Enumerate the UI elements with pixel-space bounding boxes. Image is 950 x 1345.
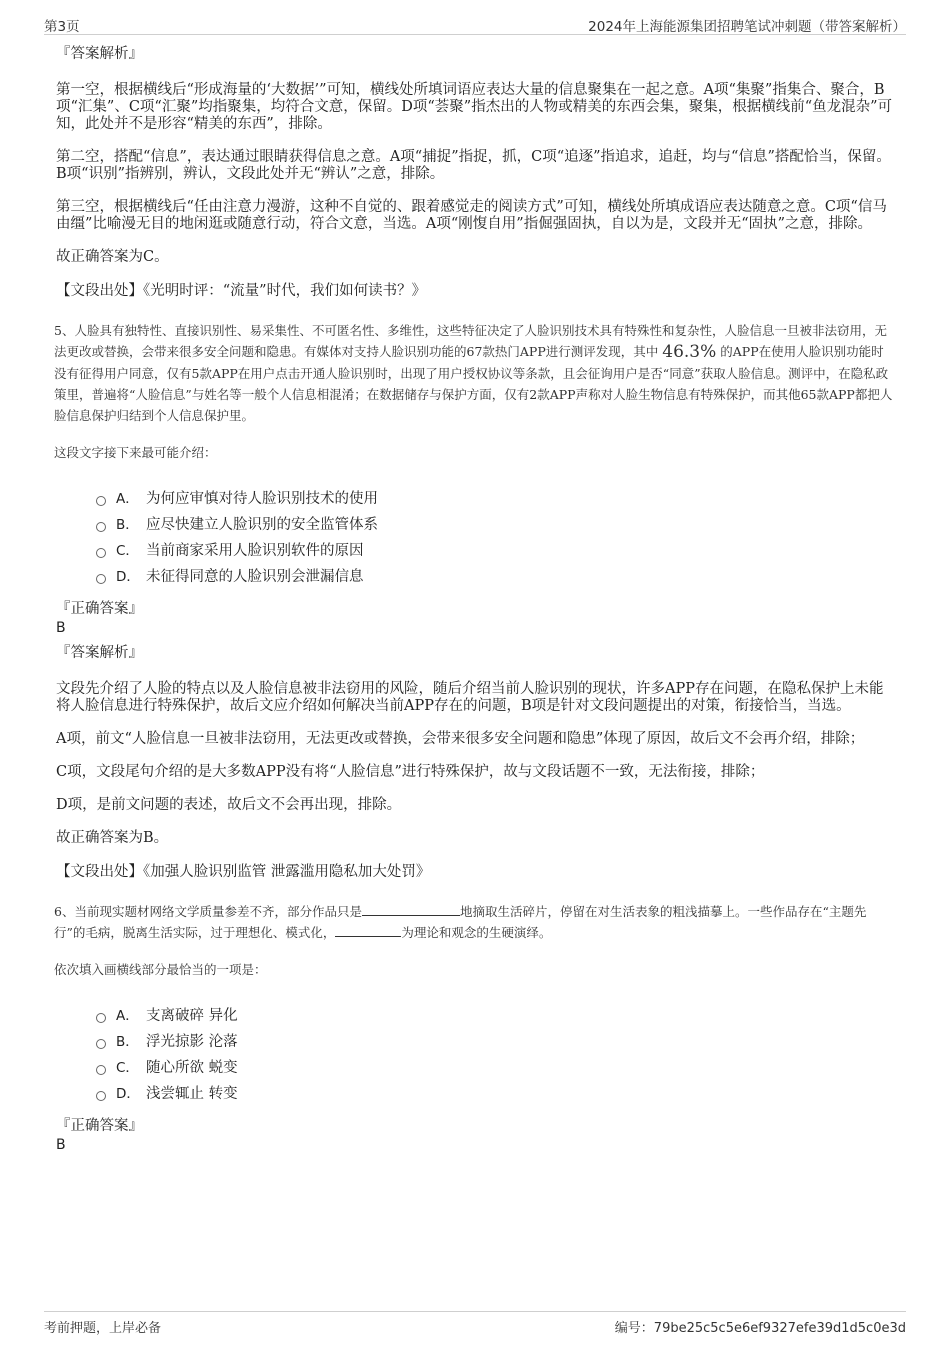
- radio-icon[interactable]: [96, 1039, 106, 1049]
- q5-analysis-conclusion: 故正确答案为B。: [56, 830, 169, 846]
- q5-stem-part-a: 5、人脸具有独特性、直接识别性、易采集性、不可匿名性、多维性，这些特征决定了人脸识别技术具有特殊性和复杂性，人脸信息一旦被非法窃用，无法更改或替换，会带来很多安全问题和隐患。有媒体对支持人脸识别功能的67款热门APP进行测评发现，其中: [54, 323, 887, 359]
- q5-analysis-p2: A项，前文“人脸信息一旦被非法窃用，无法更改或替换，会带来很多安全问题和隐患”体现了原因，故后文不会再介绍，排除；: [56, 731, 865, 747]
- q5-prompt: 这段文字接下来最可能介绍：: [54, 445, 217, 460]
- q4-source: 【文段出处】《光明时评：“流量”时代，我们如何读书？》: [56, 283, 427, 299]
- radio-icon[interactable]: [96, 1065, 106, 1075]
- q5-analysis-p3: C项，文段尾句介绍的是大多数APP没有将“人脸信息”进行特殊保护，故与文段话题不一致，无法衔接，排除；: [56, 764, 765, 780]
- q4-analysis-label: 『答案解析』: [56, 46, 143, 62]
- q5-stem-part-b: 的APP在使用人脸识别功能时没有征得用户同意，仅有5款APP在用户点击开通人脸识别时，出现了用户授权协议等条款，且会征询用户是否“同意”获取人脸信息。测评中，在隐私政策里，普遍将“人脸信息”与姓名等一般个人信息相混淆；在数据储存与保护方面，仅有2款APP声称对人脸生物信息有特殊保护，而其他65款APP都把人脸信息保护归结到个人信息保护里。: [54, 344, 893, 423]
- q6-blank-1: [362, 903, 460, 916]
- q6-answer: B: [56, 1137, 66, 1153]
- q6-option-c[interactable]: C． 随心所欲 蜕变: [96, 1055, 896, 1081]
- q5-analysis-p1: 文段先介绍了人脸的特点以及人脸信息被非法窃用的风险，随后介绍当前人脸识别的现状，许多APP存在问题，在隐私保护上未能将人脸信息进行特殊保护，故后文应介绍如何解决当前APP存在的问题，B项是针对文段问题提出的对策，衔接恰当，当选。: [56, 681, 884, 714]
- q5-analysis-label: 『答案解析』: [56, 645, 143, 661]
- q6-stem: [54, 901, 896, 943]
- q5-stem-percentage: 46.3%: [662, 342, 717, 362]
- page-footer: [44, 1311, 906, 1336]
- radio-icon[interactable]: [96, 496, 106, 506]
- radio-icon[interactable]: [96, 1091, 106, 1101]
- q6-stem-part-b: 地摘取生活碎片，停留在对生活表象的粗浅描摹上。一些作品存在“主题先行”的毛病，脱离生活实际，过于理想化、模式化，: [54, 904, 867, 940]
- page-number: 第3页: [44, 19, 80, 35]
- document-title: 2024年上海能源集团招聘笔试冲刺题（带答案解析）: [588, 19, 906, 35]
- q5-answer: B: [56, 620, 66, 636]
- q5-option-d[interactable]: D． 未征得同意的人脸识别会泄漏信息: [96, 564, 896, 590]
- q6-stem-part-c: 为理论和观念的生硬演绎。: [401, 925, 552, 940]
- q5-answer-label: 『正确答案』: [56, 601, 143, 617]
- radio-icon[interactable]: [96, 548, 106, 558]
- q4-analysis-p2: 第二空，搭配“信息”，表达通过眼睛获得信息之意。A项“捕捉”指捉，抓，C项“追逐”指追求，追赶，均与“信息”搭配恰当，保留。B项“识别”指辨别，辨认，文段此处并无“辨认”之意，排除。: [56, 149, 891, 182]
- q5-stem: [54, 320, 896, 426]
- q5-options: [96, 486, 896, 590]
- radio-icon[interactable]: [96, 522, 106, 532]
- q6-stem-part-a: 6、当前现实题材网络文学质量参差不齐，部分作品只是: [54, 904, 362, 919]
- q6-answer-label: 『正确答案』: [56, 1118, 143, 1134]
- q6-options: [96, 1003, 896, 1107]
- document-id: 编号：79be25c5c5e6ef9327efe39d1d5c0e3d: [614, 1321, 906, 1336]
- q6-option-d[interactable]: D． 浅尝辄止 转变: [96, 1081, 896, 1107]
- q6-blank-2: [335, 924, 401, 937]
- footer-slogan: 考前押题，上岸必备: [44, 1321, 162, 1336]
- q6-option-a[interactable]: A． 支离破碎 异化: [96, 1003, 896, 1029]
- q4-analysis-conclusion: 故正确答案为C。: [56, 249, 169, 265]
- q6-option-b[interactable]: B． 浮光掠影 沦落: [96, 1029, 896, 1055]
- q4-analysis-p3: 第三空，根据横线后“任由注意力漫游，这种不自觉的、跟着感觉走的阅读方式”可知，横线处所填成语应表达随意之意。C项“信马由缰”比喻漫无目的地闲逛或随意行动，符合文意，当选。A项“刚愎自用”指倔强固执，自以为是，文段并无“固执”之意，排除。: [56, 199, 887, 232]
- q5-option-a[interactable]: A． 为何应审慎对待人脸识别技术的使用: [96, 486, 896, 512]
- q5-source: 【文段出处】《加强人脸识别监管 泄露滥用隐私加大处罚》: [56, 864, 431, 880]
- radio-icon[interactable]: [96, 574, 106, 584]
- radio-icon[interactable]: [96, 1013, 106, 1023]
- q4-analysis-p1: 第一空，根据横线后“形成海量的‘大数据’”可知，横线处所填词语应表达大量的信息聚集在一起之意。A项“集聚”指集合、聚合，B项“汇集”、C项“汇聚”均指聚集，均符合文意，保留。D项“荟聚”指杰出的人物或精美的东西会集，聚集，根据横线前“鱼龙混杂”可知，此处并不是形容“精美的东西”，排除。: [56, 82, 893, 132]
- page-content: [56, 44, 896, 1161]
- q5-option-b[interactable]: B． 应尽快建立人脸识别的安全监管体系: [96, 512, 896, 538]
- q5-analysis-p4: D项，是前文问题的表述，故后文不会再出现，排除。: [56, 797, 402, 813]
- q6-prompt: 依次填入画横线部分最恰当的一项是：: [54, 962, 267, 977]
- q5-option-c[interactable]: C． 当前商家采用人脸识别软件的原因: [96, 538, 896, 564]
- page-header: [44, 12, 906, 35]
